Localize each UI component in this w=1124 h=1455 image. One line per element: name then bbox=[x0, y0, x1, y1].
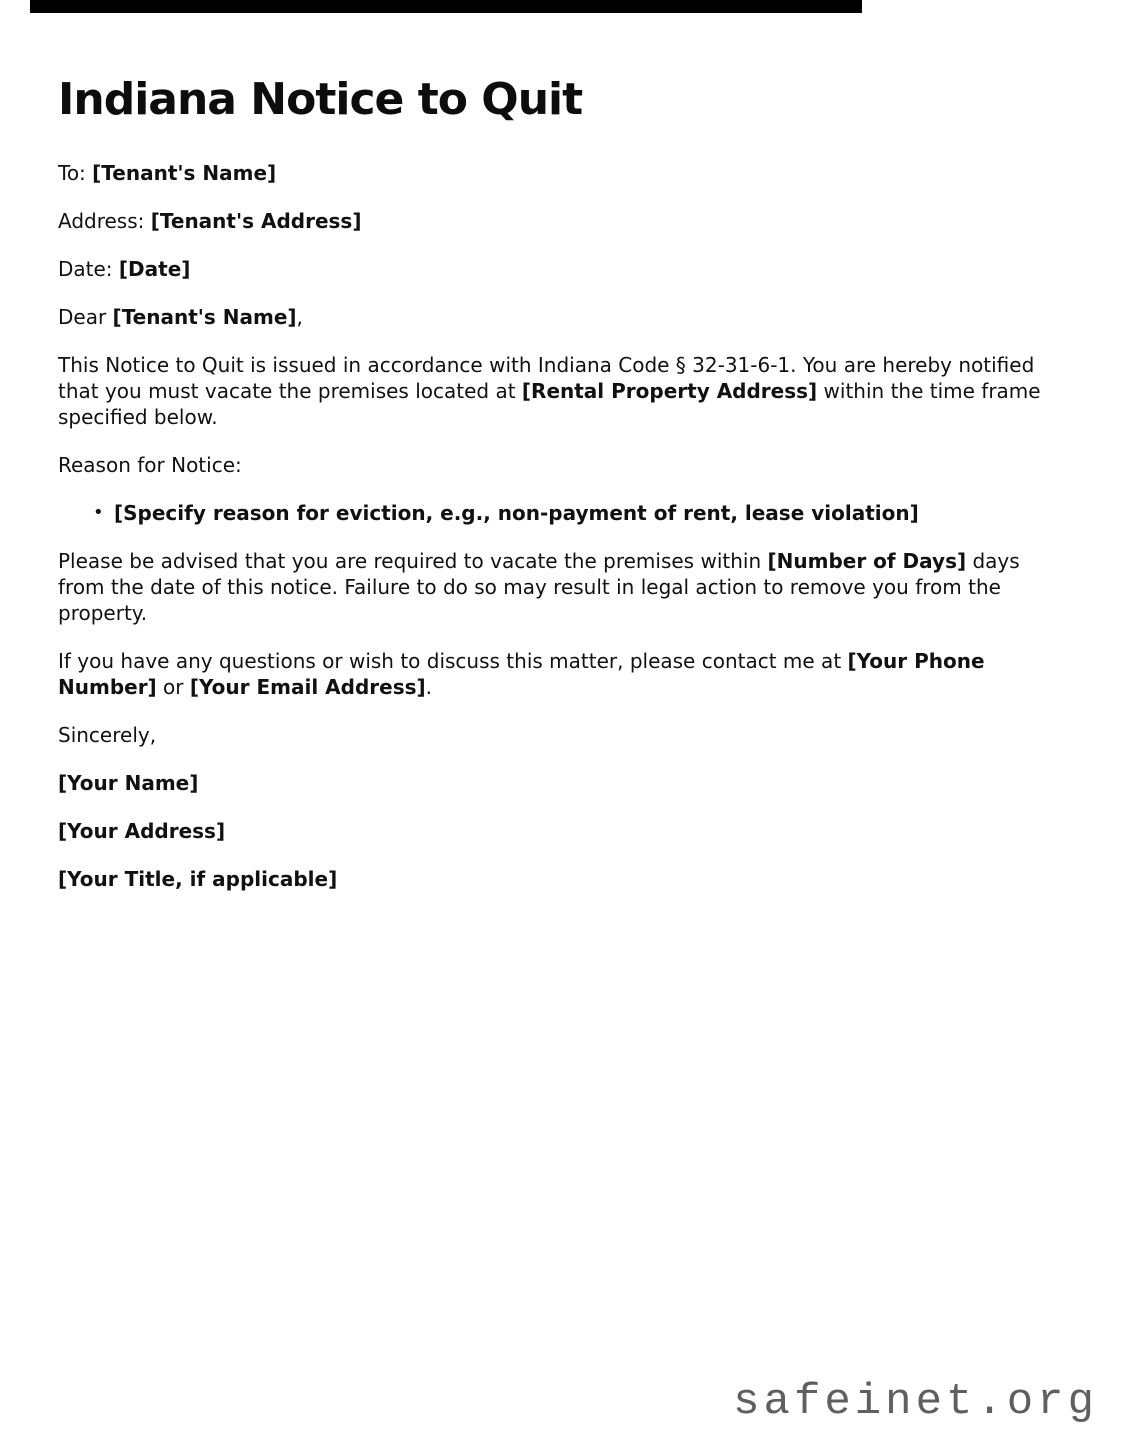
recipient-line: To: [Tenant's Name] bbox=[58, 161, 277, 185]
signature-name-line: [Your Name] bbox=[58, 771, 199, 795]
page-title: Indiana Notice to Quit bbox=[58, 74, 583, 125]
vacate-paragraph: Please be advised that you are required to vacate the premises within [Number of Days] days from the date of this notice. Failure to do so may result in legal action to remove you from the property. bbox=[58, 549, 1020, 625]
salutation-line: Dear [Tenant's Name], bbox=[58, 305, 303, 329]
reason-list-item: • [Specify reason for eviction, e.g., non-payment of rent, lease violation] bbox=[114, 500, 1065, 526]
closing-line: Sincerely, bbox=[58, 723, 157, 747]
date-line: Date: [Date] bbox=[58, 257, 191, 281]
reason-label: Reason for Notice: bbox=[58, 453, 242, 477]
reason-list bbox=[58, 500, 1065, 526]
contact-paragraph: If you have any questions or wish to discuss this matter, please contact me at [Your Phone Number] or [Your Email Address]. bbox=[58, 649, 985, 699]
address-line: Address: [Tenant's Address] bbox=[58, 209, 362, 233]
watermark-text: safeinet.org bbox=[733, 1377, 1098, 1427]
intro-paragraph: This Notice to Quit is issued in accordance with Indiana Code § 32-31-6-1. You are hereby notified that you must vacate the premises located at [Rental Property Address] within the time frame specified below. bbox=[58, 353, 1041, 429]
top-edge-bar bbox=[30, 0, 862, 13]
signature-title-line: [Your Title, if applicable] bbox=[58, 867, 338, 891]
signature-address-line: [Your Address] bbox=[58, 819, 226, 843]
